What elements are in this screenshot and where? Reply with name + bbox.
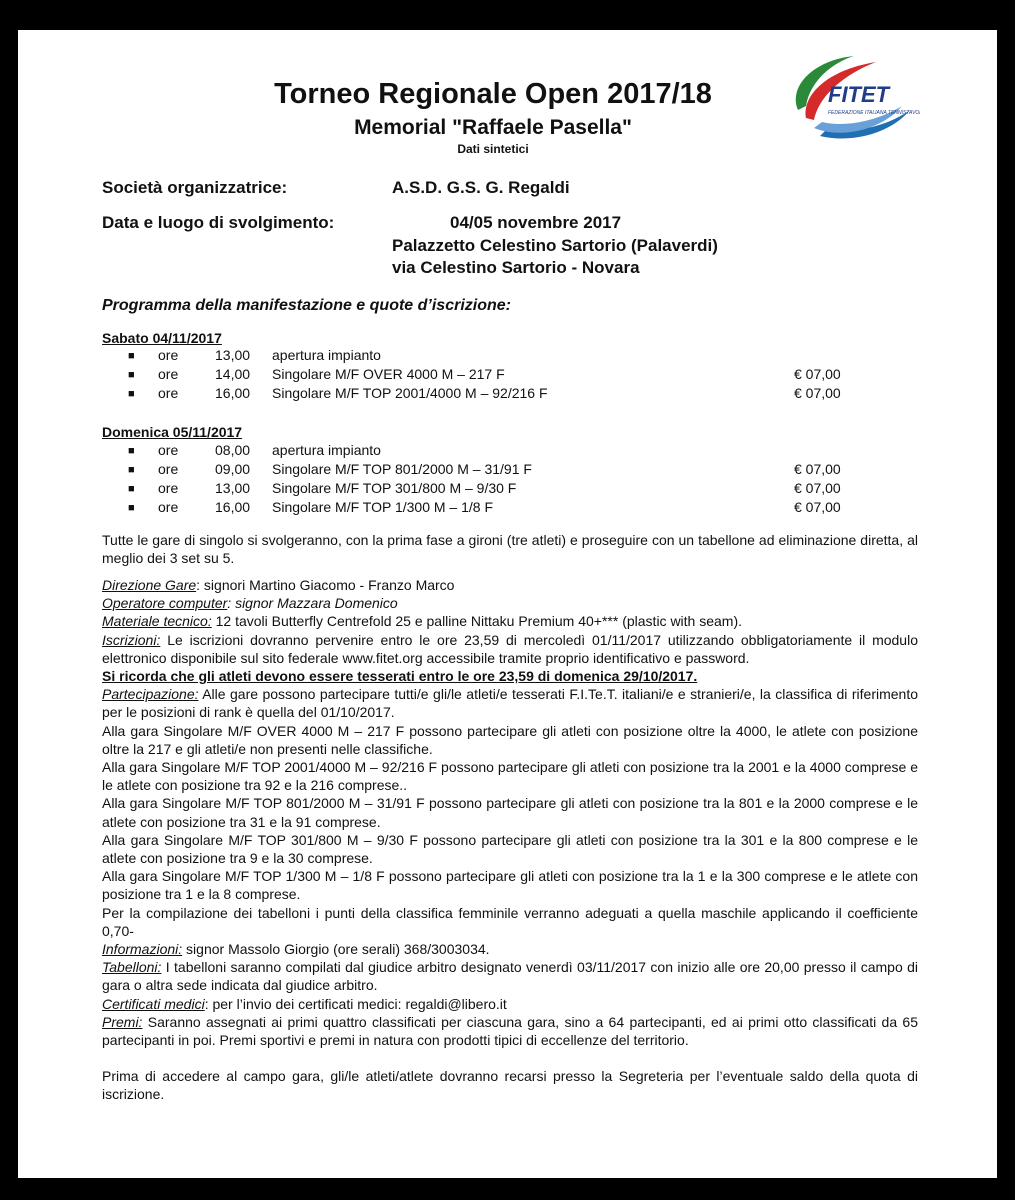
gara-rule: Alla gara Singolare M/F OVER 4000 M – 217 F possono partecipare gli atleti con posizione oltre la 4000, le atlete con posizione oltre la 217 e gli atleti/e non presenti nelle classifiche. bbox=[102, 722, 918, 757]
svg-text:FEDERAZIONE ITALIANA TENNISTAV: FEDERAZIONE ITALIANA TENNISTAVOLO bbox=[828, 110, 920, 116]
fee: € 07,00 bbox=[794, 461, 841, 477]
address: via Celestino Sartorio - Novara bbox=[392, 258, 640, 277]
fee: € 07,00 bbox=[794, 480, 841, 496]
document-page: FITET FEDERAZIONE ITALIANA TENNISTAVOLO Torneo Regionale Open 2017/18 Memorial "Raffaele Pasella" Dati sintetici Società organizzatrice: A.S.D. G.S. G. Regaldi Data e luogo di svolgimento: 04/05 novembre 2017 Palazzetto Celestino Sartorio (Palaverdi) via Celestino Sartorio - Novara Programma della manifestazione e quote d’iscrizione: Sabato 04/11/2017 ■ ore 13,00 apertura impianto ■ ore 14,00 Singolare M/F OVER 4000 M – 217 F € 07,00 ■ ore 16,00 Singolare M/F TOP 2001/4000 M – 92/216 F € 07,00 Domenica 05/11/2017 ■ ore 08,00 apertura impianto ■ ore 09,00 Singolare M/F TOP 801/2000 M – 31/91 F € 07,00 ■ ore 13,00 Singolare M/F TOP 301/800 M – 9/30 F € 07,00 ■ ore 16,00 Singolare M/F TOP 1/300 M – 1/8 F € 07,00 Tutte le gare di singolo si svolgeranno, con la prima fase a gironi (tre atleti) e proseguire con un tabellone ad eliminazione diretta, al meglio dei 3 set su 5. Direzione Gare: signori Martino Giacomo - Franzo Marco Operatore computer: signor Mazzara Domenico Materiale tecnico: 12 tavoli Butterfly Centrefold 25 e palline Nittaku Premium 40+*** (plastic with seam). Iscrizioni: Le iscrizioni dovranno pervenire entro le ore 23,59 di mercoledì 01/11/2017 utilizzando obbligatoriamente il modulo elettronico disponibile sul sito federale www.fitet.org accessibile tramite proprio identificativo e password. Si ricorda che gli atleti devono essere tesserati entro le ore 23,59 di domenica 29/10/2017. Partecipazione: Alle gare possono partecipare tutti/e gli/le atleti/e tesserati F.I.Te.T. italiani/e e stranieri/e, la classifica di riferimento per le posizioni di rank è quella del 01/10/2017. Alla gara Singolare M/F OVER 4000 M – 217 F possono partecipare gli atleti con posizione oltre la 4000, le atlete con posizione oltre la 217 e gli atleti/e non presenti nelle classifiche. Alla gara Singolare M/F TOP 2001/4000 M – 92/216 F possono partecipare gli atleti con posizione tra la 2001 e la 4000 comprese e le atlete con posizione tra 92 e la 216 comprese.. Alla gara Singolare M/F TOP 801/2000 M – 31/91 F possono partecipare gli atleti con posizione tra la 801 e la 2000 comprese e le atlete con posizione tra 31 e la 91 comprese. Alla gara Singolare M/F TOP 301/800 M – 9/30 F possono partecipare gli atleti con posizione tra la 301 e la 800 comprese e le atlete con posizione tra 9 e la 30 comprese. Alla gara Singolare M/F TOP 1/300 M – 1/8 F possono partecipare gli atleti con posizione tra la 1 e la 300 comprese e le atlete con posizione tra 1 e la 8 comprese. Per la compilazione dei tabelloni i punti della classifica femminile verranno adeguati a quella maschile applicando il coefficiente 0,70- Informazioni: signor Massolo Giorgio (ore serali) 368/3003034. Tabelloni: I tabelloni saranno compilati dal giudice arbitro designato venerdì 03/11/2017 con inizio alle ore 20,00 presso il campo di gara o altra sede indicata dal giudice arbitro. Certificati medici: per l’invio dei certificati medici: regaldi@libero.it Premi: Saranno assegnati ai primi quattro classificati per ciascuna gara, sino a 64 partecipanti, ed ai primi otto classificati da 65 partecipanti in poi. Premi sportivi e premi in natura con prodotti tipici di eccellenze del territorio. Prima di accedere al campo gara, gli/le atleti/atlete dovranno recarsi presso la Segreteria per l’eventuale saldo della quota di iscrizione. bbox=[18, 30, 997, 1178]
final-paragraph: Prima di accedere al campo gara, gli/le atleti/atlete dovranno recarsi presso la Segreteria per l’eventuale saldo della quota di iscrizione. bbox=[102, 1068, 918, 1103]
document-note: Dati sintetici bbox=[457, 142, 529, 156]
fee: € 07,00 bbox=[794, 366, 841, 382]
program-title: Programma della manifestazione e quote d’iscrizione: bbox=[102, 297, 511, 314]
day-label: Domenica 05/11/2017 bbox=[102, 424, 243, 440]
informazioni-line: Informazioni: signor Massolo Giorgio (ore serali) 368/3003034. bbox=[102, 941, 490, 958]
premi-paragraph: Premi: Saranno assegnati ai primi quattro classificati per ciascuna gara, sino a 64 partecipanti, ed ai primi otto classificati da 65 partecipanti in poi. Premi sportivi e premi in natura con prodotti tipici di eccellenze del territorio. bbox=[102, 1013, 918, 1049]
venue: Palazzetto Celestino Sartorio (Palaverdi) bbox=[392, 236, 718, 255]
reminder-line: Si ricorda che gli atleti devono essere tesserati entro le ore 23,59 di domenica 29/10/2017. bbox=[102, 668, 698, 685]
org-value: A.S.D. G.S. G. Regaldi bbox=[392, 178, 570, 197]
bullet-icon: ■ bbox=[128, 483, 135, 495]
bullet-icon: ■ bbox=[128, 350, 135, 362]
svg-text:FITET: FITET bbox=[828, 82, 890, 107]
bullet-icon: ■ bbox=[128, 445, 135, 457]
rules-block bbox=[102, 576, 918, 1104]
bullet-icon: ■ bbox=[128, 369, 135, 381]
tabelloni-paragraph: Tabelloni: I tabelloni saranno compilati dal giudice arbitro designato venerdì 03/11/2017 con inizio alle ore 20,00 presso il campo di gara o altra sede indicata dal giudice arbitro. bbox=[102, 959, 918, 994]
fee: € 07,00 bbox=[794, 499, 841, 515]
spacer bbox=[102, 1049, 918, 1067]
materiale-line: Materiale tecnico: 12 tavoli Butterfly Centrefold 25 e palline Nittaku Premium 40+*** (plastic with seam). bbox=[102, 613, 743, 630]
certificati-line: Certificati medici: per l’invio dei certificati medici: regaldi@libero.it bbox=[102, 995, 507, 1012]
date-label: Data e luogo di svolgimento: bbox=[102, 213, 335, 232]
operatore-line: Operatore computer: signor Mazzara Domenico bbox=[102, 595, 398, 612]
gara-rule: Alla gara Singolare M/F TOP 2001/4000 M – 92/216 F possono partecipare gli atleti con posizione tra la 2001 e la 4000 comprese e le atlete con posizione tra 92 e la 216 comprese.. bbox=[102, 759, 918, 794]
date-value: 04/05 novembre 2017 bbox=[450, 213, 622, 232]
direzione-line: Direzione Gare: signori Martino Giacomo - Franzo Marco bbox=[102, 577, 455, 593]
day-label: Sabato 04/11/2017 bbox=[102, 330, 222, 346]
format-paragraph: Tutte le gare di singolo si svolgeranno, con la prima fase a gironi (tre atleti) e proseguire con un tabellone ad eliminazione diretta, al meglio dei 3 set su 5. bbox=[102, 532, 918, 567]
gara-rule: Alla gara Singolare M/F TOP 801/2000 M – 31/91 F possono partecipare gli atleti con posizione tra la 801 e la 2000 comprese e le atlete con posizione tra 31 e la 91 comprese. bbox=[102, 795, 918, 830]
coefficient-paragraph: Per la compilazione dei tabelloni i punti della classifica femminile verranno adeguati a quella maschile applicando il coefficiente 0,70- bbox=[102, 904, 918, 939]
partecipazione-paragraph: Partecipazione: Alle gare possono partecipare tutti/e gli/le atleti/e tesserati F.I.Te.T. italiani/e e stranieri/e, la classifica di riferimento per le posizioni di rank è quella del 01/10/2017. bbox=[102, 686, 918, 721]
bullet-icon: ■ bbox=[128, 464, 135, 476]
gara-rule: Alla gara Singolare M/F TOP 1/300 M – 1/8 F possono partecipare gli atleti con posizione tra la 1 e la 300 comprese e le atlete con posizione tra 1 e la 8 comprese. bbox=[102, 868, 918, 903]
org-label: Società organizzatrice: bbox=[102, 178, 288, 197]
bullet-icon: ■ bbox=[128, 388, 135, 400]
fee: € 07,00 bbox=[794, 385, 841, 401]
document-title: Torneo Regionale Open 2017/18 bbox=[274, 78, 712, 110]
gara-rule: Alla gara Singolare M/F TOP 301/800 M – 9/30 F possono partecipare gli atleti con posizione tra la 301 e la 800 comprese e le atlete con posizione tra 9 e la 30 comprese. bbox=[102, 831, 918, 867]
iscrizioni-paragraph: Iscrizioni: Le iscrizioni dovranno pervenire entro le ore 23,59 di mercoledì 01/11/2017 utilizzando obbligatoriamente il modulo elettronico disponibile sul sito federale www.fitet.org accessibile tramite proprio identificativo e password. bbox=[102, 631, 918, 666]
bullet-icon: ■ bbox=[128, 502, 135, 514]
document-subtitle: Memorial "Raffaele Pasella" bbox=[354, 116, 632, 139]
